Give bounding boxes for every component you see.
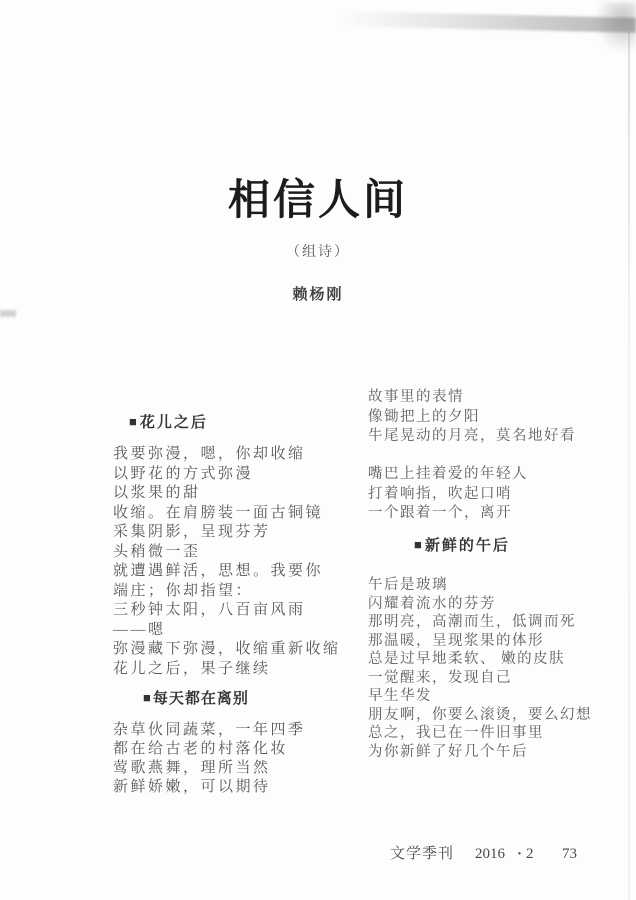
poem-parting-continuation-stanza-1: [368, 388, 576, 447]
poem-line: 那温暖，呈现浆果的体形: [368, 632, 544, 649]
dot-separator-icon: ·: [517, 846, 523, 862]
page-number: 73: [562, 846, 577, 862]
poem-line: 像锄把上的夕阳: [368, 408, 480, 425]
section-title: 新鲜的午后: [424, 537, 510, 554]
poem-line: 以野花的方式弥漫: [113, 465, 254, 482]
poem-line: 为你新鲜了好几个午后: [368, 743, 528, 760]
scan-streak-artifact: [338, 11, 636, 33]
poem-line: 三秒钟太阳，八百亩风雨: [113, 602, 306, 618]
poem-line: 午后是玻璃: [368, 577, 448, 593]
poem-line: 故事里的表情: [368, 389, 464, 405]
square-bullet-icon: ■: [129, 414, 139, 429]
page-subtitle: （组诗）: [286, 245, 350, 260]
poem-line: 牛尾晃动的月亮，莫名地好看: [368, 428, 576, 444]
poem-line: 花儿之后，果子继续: [113, 660, 271, 677]
poem-line: 都在给古老的村落化妆: [113, 741, 289, 757]
section-heading-parting: [143, 690, 249, 708]
poem-parting: [113, 721, 306, 797]
poem-line: 我要弥漫，嗯，你却收缩: [113, 446, 306, 462]
poem-line: 以浆果的甜: [113, 485, 201, 501]
square-bullet-icon: ■: [143, 690, 152, 705]
poem-flower: [113, 445, 341, 679]
poem-line: 头稍微一歪: [113, 543, 201, 560]
section-heading-afternoon: [414, 537, 510, 555]
poem-line: 端庄；你却指望：: [113, 582, 254, 599]
poem-line: 打着响指，吹起口哨: [368, 485, 512, 502]
poem-line: 嘴巴上挂着爱的年轻人: [368, 466, 528, 482]
issue-year: 2016: [475, 846, 505, 862]
poem-line: 收缩。在肩膀装一面古铜镜: [113, 504, 324, 521]
section-title: 每天都在离别: [152, 690, 249, 707]
poem-parting-continuation-stanza-2: [368, 465, 528, 524]
journal-name: 文学季刊: [390, 846, 455, 862]
poem-line: 采集阴影，呈现芬芳: [113, 524, 271, 540]
section-heading-flower: [129, 414, 208, 432]
issue-number: 2: [526, 846, 534, 862]
poem-line: 弥漫藏下弥漫，收缩重新收缩: [113, 641, 341, 657]
poem-afternoon: [368, 576, 592, 761]
poem-line: 那明亮，高潮而生，低调而死: [368, 614, 576, 630]
poem-line: 朋友啊，你要么滚烫，要么幻想: [368, 706, 592, 723]
poem-line: ——嗯: [113, 621, 166, 638]
poem-line: 一觉醒来，发现自己: [368, 669, 512, 686]
author-name: 赖杨刚: [292, 286, 344, 303]
poem-line: 一个跟着一个，离开: [368, 505, 512, 521]
page-title: 相信人间: [227, 176, 408, 223]
poem-line: 新鲜娇嫩，可以期待: [113, 779, 271, 795]
page-footer: [0, 845, 636, 865]
poem-line: 就遭遇鲜活，思想。我要你: [113, 563, 324, 579]
poem-line: 早生华发: [368, 688, 432, 704]
scan-edge-line: [628, 30, 630, 900]
poem-line: 杂草伙同蔬菜，一年四季: [113, 722, 306, 738]
poem-line: 闪耀着流水的芬芳: [368, 595, 496, 612]
poem-line: 莺歌燕舞，理所当然: [113, 760, 271, 776]
square-bullet-icon: ■: [414, 537, 424, 552]
poem-line: 总之，我已在一件旧事里: [368, 725, 544, 741]
scan-left-mark: [0, 310, 16, 317]
section-title: 花儿之后: [139, 414, 208, 431]
poem-line: 总是过早地柔软、 嫩的皮肤: [368, 651, 566, 667]
